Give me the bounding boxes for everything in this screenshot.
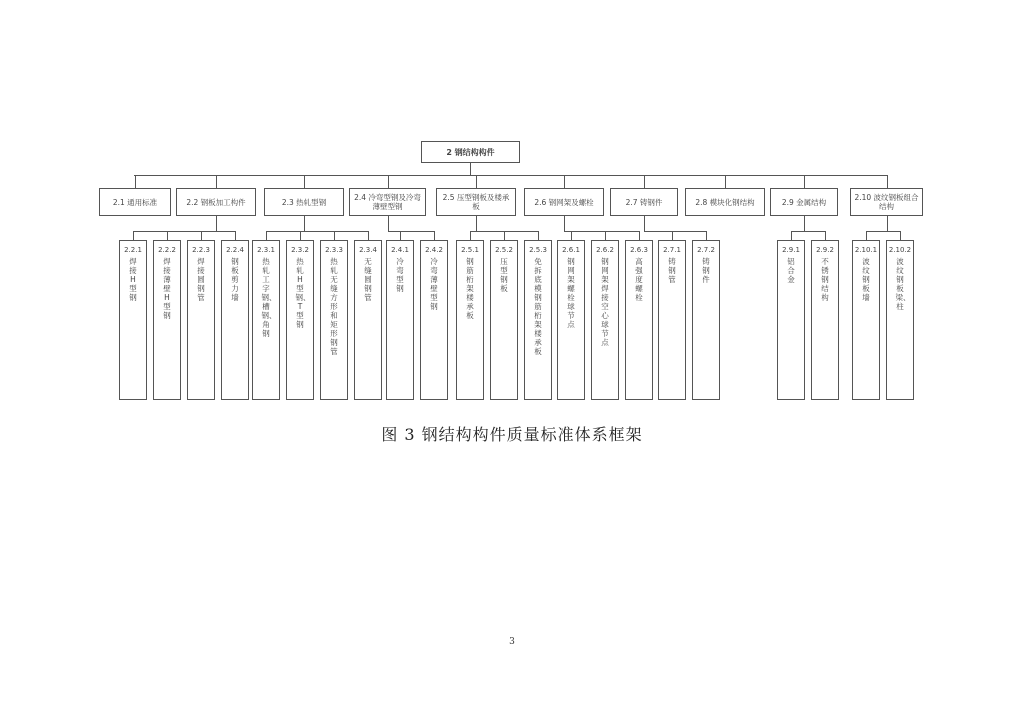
connector-line bbox=[304, 175, 305, 188]
connector-line bbox=[706, 231, 707, 240]
standard-item-text: 焊接圆钢管 bbox=[197, 257, 205, 302]
standard-item-node bbox=[886, 240, 914, 400]
standard-item-text: 焊接薄壁H型钢 bbox=[163, 257, 171, 320]
connector-line bbox=[388, 175, 389, 188]
connector-line bbox=[791, 231, 826, 232]
standard-item-text: 热轧H型钢、T型钢 bbox=[295, 257, 311, 329]
connector-line bbox=[266, 231, 369, 232]
category-node: 2.1 通用标准 bbox=[99, 188, 171, 216]
standard-item-text: 钢网架焊接空心球节点 bbox=[601, 257, 609, 347]
connector-line bbox=[235, 231, 236, 240]
standard-item-code: 2.2.1 bbox=[124, 246, 142, 254]
standard-item-text: 波纹钢板墙 bbox=[862, 257, 870, 302]
category-node: 2.10 波纹钢板组合结构 bbox=[850, 188, 923, 216]
connector-line bbox=[825, 231, 826, 240]
standard-item-code: 2.10.1 bbox=[854, 246, 878, 254]
connector-line bbox=[564, 231, 640, 232]
connector-line bbox=[564, 216, 565, 231]
connector-line bbox=[368, 231, 369, 240]
connector-line bbox=[866, 231, 901, 232]
connector-line bbox=[804, 216, 805, 231]
connector-line bbox=[216, 175, 217, 188]
standard-item-code: 2.9.2 bbox=[816, 246, 834, 254]
standard-item-text: 焊接H型钢 bbox=[129, 257, 137, 302]
standard-item-node bbox=[320, 240, 348, 400]
connector-line bbox=[400, 231, 401, 240]
connector-line bbox=[304, 216, 305, 231]
standard-item-code: 2.3.1 bbox=[257, 246, 275, 254]
connector-line bbox=[804, 175, 805, 188]
connector-line bbox=[434, 231, 435, 240]
connector-line bbox=[644, 216, 645, 231]
standard-item-code: 2.7.1 bbox=[663, 246, 681, 254]
category-node: 2.8 模块化钢结构 bbox=[685, 188, 765, 216]
standard-item-node bbox=[187, 240, 215, 400]
standard-item-text: 波纹钢板梁、柱 bbox=[895, 257, 911, 311]
standard-item-node bbox=[524, 240, 552, 400]
standard-item-code: 2.9.1 bbox=[782, 246, 800, 254]
category-node: 2.7 铸钢件 bbox=[610, 188, 678, 216]
standard-item-node bbox=[354, 240, 382, 400]
connector-line bbox=[672, 231, 673, 240]
standard-item-code: 2.5.2 bbox=[495, 246, 513, 254]
connector-line bbox=[866, 231, 867, 240]
standard-item-text: 冷弯型钢 bbox=[396, 257, 404, 293]
category-node: 2.5 压型钢板及楼承板 bbox=[436, 188, 516, 216]
standard-item-node bbox=[456, 240, 484, 400]
standard-item-text: 铝合金 bbox=[787, 257, 795, 284]
connector-line bbox=[504, 231, 505, 240]
standard-item-text: 钢板剪力墙 bbox=[231, 257, 239, 302]
standard-item-text: 高强度螺栓 bbox=[635, 257, 643, 302]
standard-item-node bbox=[490, 240, 518, 400]
standard-item-node bbox=[852, 240, 880, 400]
standard-item-code: 2.4.1 bbox=[391, 246, 409, 254]
standard-item-text: 钢网架螺栓球节点 bbox=[567, 257, 575, 329]
standard-item-code: 2.2.3 bbox=[192, 246, 210, 254]
connector-line bbox=[887, 216, 888, 231]
connector-line bbox=[470, 231, 471, 240]
standard-item-code: 2.6.1 bbox=[562, 246, 580, 254]
connector-line bbox=[639, 231, 640, 240]
standard-item-code: 2.5.3 bbox=[529, 246, 547, 254]
standard-item-node bbox=[221, 240, 249, 400]
standard-item-node bbox=[557, 240, 585, 400]
connector-line bbox=[644, 231, 707, 232]
connector-line bbox=[725, 175, 726, 188]
connector-line bbox=[476, 216, 477, 231]
connector-line bbox=[605, 231, 606, 240]
connector-line bbox=[470, 163, 471, 175]
standard-item-text: 无缝圆钢管 bbox=[364, 257, 372, 302]
standard-item-node bbox=[658, 240, 686, 400]
standard-item-node bbox=[591, 240, 619, 400]
standard-item-text: 热轧工字钢、槽钢、角钢 bbox=[261, 257, 277, 338]
standard-item-code: 2.3.4 bbox=[359, 246, 377, 254]
connector-line bbox=[887, 175, 888, 188]
category-node: 2.3 热轧型钢 bbox=[264, 188, 344, 216]
connector-line bbox=[167, 231, 168, 240]
standard-item-text: 免拆底模钢筋桁架楼承板 bbox=[534, 257, 542, 356]
connector-line bbox=[334, 231, 335, 240]
connector-line bbox=[134, 175, 888, 176]
connector-line bbox=[571, 231, 572, 240]
connector-line bbox=[135, 175, 136, 188]
standard-item-node bbox=[811, 240, 839, 400]
connector-line bbox=[266, 231, 267, 240]
figure-caption: 图 3 钢结构构件质量标准体系框架 bbox=[381, 425, 643, 444]
standard-item-text: 铸钢件 bbox=[702, 257, 710, 284]
standard-item-node bbox=[692, 240, 720, 400]
standard-item-code: 2.7.2 bbox=[697, 246, 715, 254]
standard-item-node bbox=[119, 240, 147, 400]
standard-item-code: 2.3.3 bbox=[325, 246, 343, 254]
connector-line bbox=[791, 231, 792, 240]
connector-line bbox=[388, 231, 435, 232]
standard-item-code: 2.3.2 bbox=[291, 246, 309, 254]
standard-item-node bbox=[777, 240, 805, 400]
standard-item-node bbox=[153, 240, 181, 400]
standard-item-code: 2.2.2 bbox=[158, 246, 176, 254]
standard-item-code: 2.2.4 bbox=[226, 246, 244, 254]
standard-item-text: 热轧无缝方形和矩形钢管 bbox=[330, 257, 338, 356]
connector-line bbox=[133, 231, 236, 232]
category-node: 2.2 钢板加工构件 bbox=[176, 188, 256, 216]
standard-item-node bbox=[286, 240, 314, 400]
connector-line bbox=[388, 216, 389, 231]
connector-line bbox=[201, 231, 202, 240]
standard-item-text: 压型钢板 bbox=[500, 257, 508, 293]
standard-item-text: 不锈钢结构 bbox=[821, 257, 829, 302]
standard-item-text: 钢筋桁架楼承板 bbox=[466, 257, 474, 320]
standard-item-code: 2.6.2 bbox=[596, 246, 614, 254]
connector-line bbox=[564, 175, 565, 188]
connector-line bbox=[476, 175, 477, 188]
connector-line bbox=[900, 231, 901, 240]
standard-item-code: 2.6.3 bbox=[630, 246, 648, 254]
category-node: 2.6 钢网架及螺栓 bbox=[524, 188, 604, 216]
standard-item-text: 冷弯薄壁型钢 bbox=[430, 257, 438, 311]
connector-line bbox=[300, 231, 301, 240]
connector-line bbox=[644, 175, 645, 188]
standard-item-code: 2.4.2 bbox=[425, 246, 443, 254]
category-node: 2.9 金属结构 bbox=[770, 188, 838, 216]
standard-item-code: 2.10.2 bbox=[888, 246, 912, 254]
standard-item-node bbox=[386, 240, 414, 400]
standard-item-node bbox=[625, 240, 653, 400]
root-node: 2 钢结构构件 bbox=[421, 141, 520, 163]
standard-item-text: 铸钢管 bbox=[668, 257, 676, 284]
connector-line bbox=[538, 231, 539, 240]
category-node: 2.4 冷弯型钢及冷弯薄壁型钢 bbox=[349, 188, 426, 216]
standard-item-code: 2.5.1 bbox=[461, 246, 479, 254]
page-number: 3 bbox=[509, 637, 515, 647]
standard-item-node bbox=[420, 240, 448, 400]
connector-line bbox=[133, 231, 134, 240]
connector-line bbox=[216, 216, 217, 231]
standard-item-node bbox=[252, 240, 280, 400]
